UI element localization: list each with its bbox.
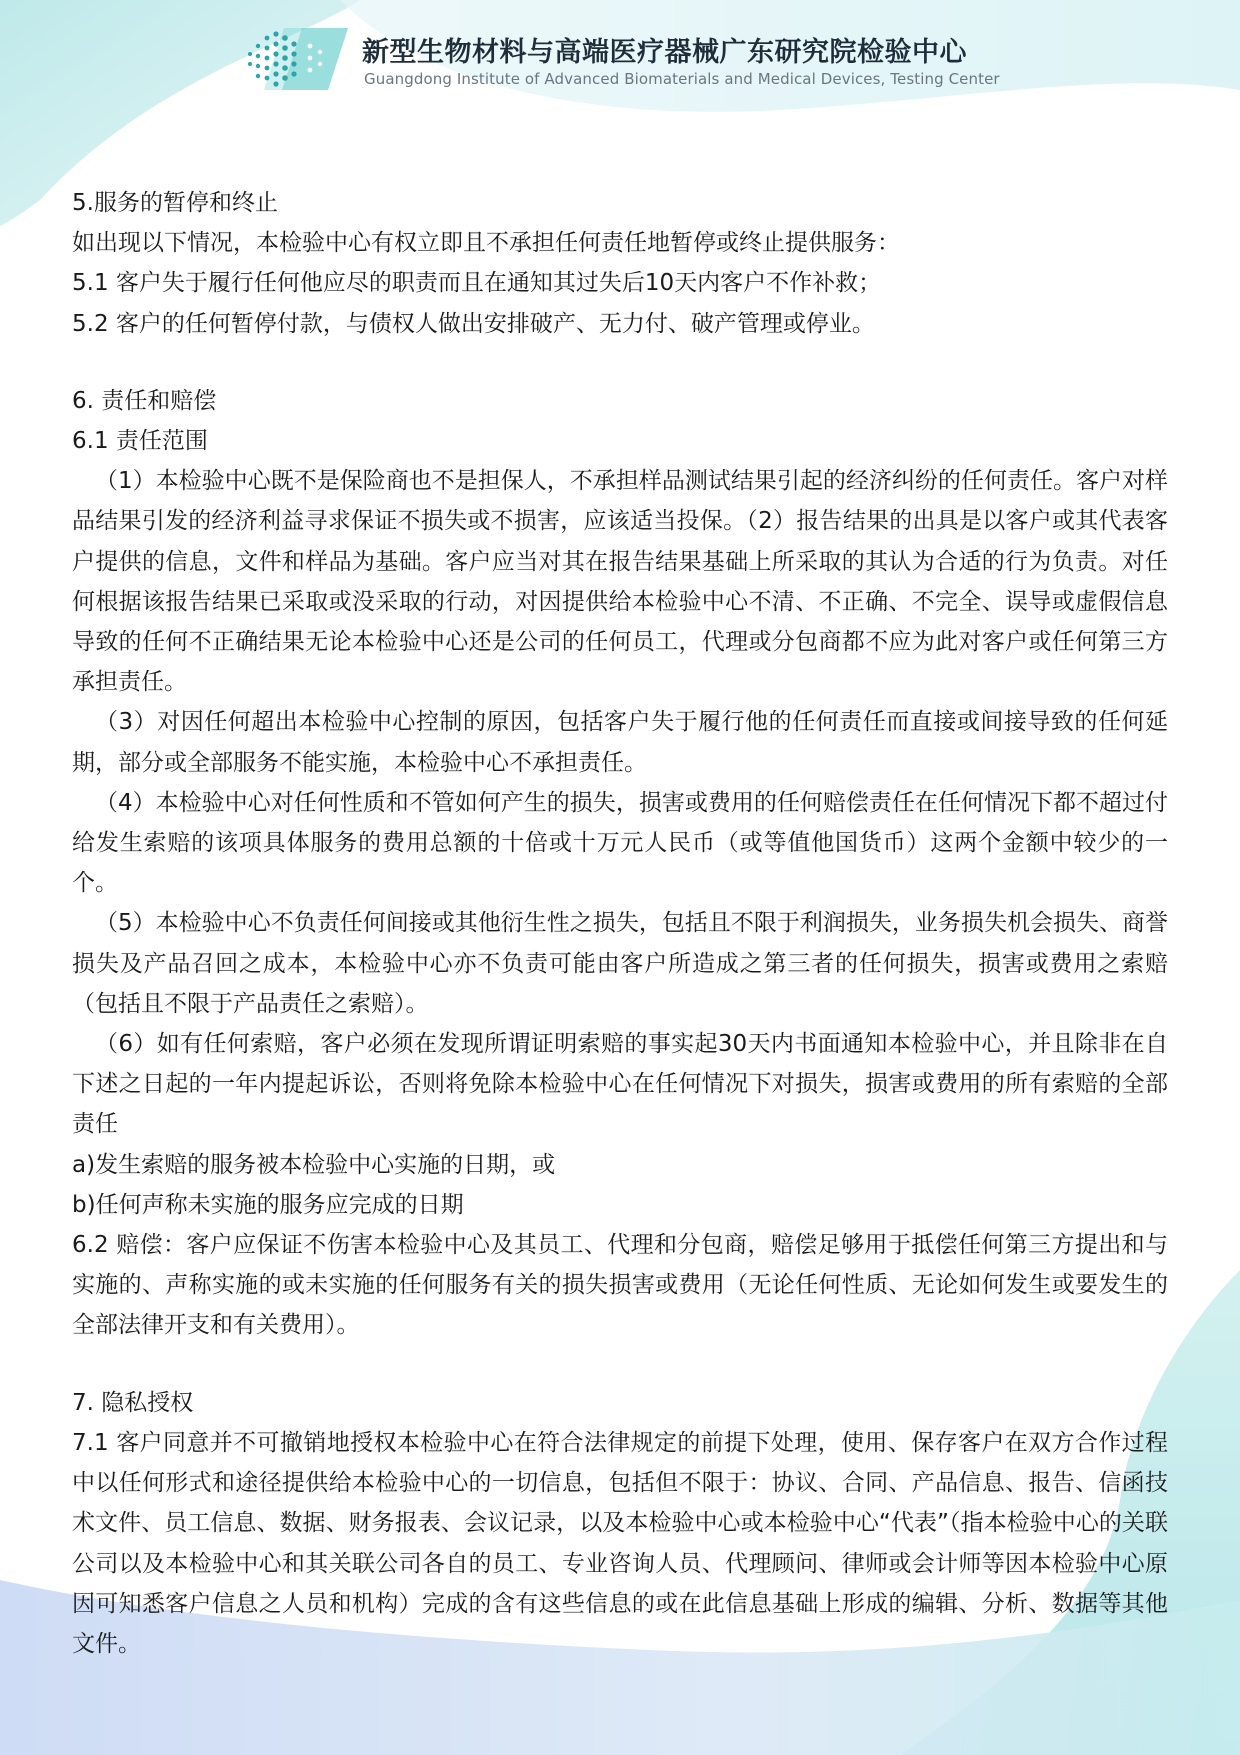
- page-header: [0, 0, 1240, 110]
- section-6-1-heading: 6.1 责任范围: [72, 428, 208, 455]
- section-7-1-paragraph: 7.1 客户同意并不可撤销地授权本检验中心在符合法律规定的前提下处理，使用、保存客户在双方合作过程中以任何形式和途径提供给本检验中心的一切信息，包括但不限于：协议、合同、产品信息、报告、信函技术文件、员工信息、数据、财务报表、会议记录，以及本检验中心或本检验中心“代表”（指本检验中心的关联公司以及本检验中心和其关联公司各自的员工、专业咨询人员、代理顾问、律师或会计师等因本检验中心原因可知悉客户信息之人员和机构）完成的含有这些信息的或在此信息基础上形成的编辑、分析、数据等其他文件。: [72, 1429, 1168, 1657]
- institute-title-en: Guangdong Institute of Advanced Biomaterials and Medical Devices, Testing Center: [364, 70, 1000, 88]
- section-6-1-paragraph-1-2: （1）本检验中心既不是保险商也不是担保人，不承担样品测试结果引起的经济纠纷的任何责任。客户对样品结果引发的经济利益寻求保证不损失或不损害，应该适当投保。（2）报告结果的出具是以客户或其代表客户提供的信息，文件和样品为基础。客户应当对其在报告结果基础上所采取的其认为合适的行为负责。对任何根据该报告结果已采取或没采取的行动，对因提供给本检验中心不清、不正确、不完全、误导或虚假信息导致的任何不正确结果无论本检验中心还是公司的任何员工，代理或分包商都不应为此对客户或任何第三方承担责任。: [72, 468, 1168, 696]
- section-5-heading: 5.服务的暂停和终止: [72, 190, 278, 216]
- section-5-intro: 如出现以下情况，本检验中心有权立即且不承担任何责任地暂停或终止提供服务：: [72, 230, 900, 257]
- section-6-1-paragraph-3: （3）对因任何超出本检验中心控制的原因，包括客户失于履行他的任何责任而直接或间接导致的任何延期，部分或全部服务不能实施，本检验中心不承担责任。: [72, 709, 1168, 776]
- section-6-1-paragraph-5: （5）本检验中心不负责任何间接或其他衍生性之损失，包括且不限于利润损失，业务损失机会损失、商誉损失及产品召回之成本，本检验中心亦不负责可能由客户所造成之第三者的任何损失，损害或费用之索赔（包括且不限于产品责任之索赔）。: [72, 910, 1168, 1017]
- section-6-2-paragraph: 6.2 赔偿：客户应保证不伤害本检验中心及其员工、代理和分包商，赔偿足够用于抵偿任何第三方提出和与实施的、声称实施的或未实施的任何服务有关的损失损害或费用（无论任何性质、无论如何发生或要发生的全部法律开支和有关费用）。: [72, 1232, 1168, 1339]
- section-6-1-paragraph-4: （4）本检验中心对任何性质和不管如何产生的损失，损害或费用的任何赔偿责任在任何情况下都不超过付给发生索赔的该项具体服务的费用总额的十倍或十万元人民币（或等值他国货币）这两个金额中较少的一个。: [72, 789, 1168, 897]
- institute-logo-icon: [244, 26, 354, 92]
- section-6-heading: 6. 责任和赔偿: [72, 387, 217, 414]
- section-6-1-item-a: a)发生索赔的服务被本检验中心实施的日期，或: [72, 1151, 556, 1178]
- section-6-1-item-b: b)任何声称未实施的服务应完成的日期: [72, 1191, 464, 1218]
- section-5-item-1: 5.1 客户失于履行任何他应尽的职责而且在通知其过失后10天内客户不作补救；: [72, 270, 882, 297]
- spacer: [72, 344, 1168, 381]
- section-6-1-paragraph-6: （6）如有任何索赔，客户必须在发现所谓证明索赔的事实起30天内书面通知本检验中心，并且除非在自下述之日起的一年内提起诉讼，否则将免除本检验中心在任何情况下对损失，损害或费用的所有索赔的全部责任: [72, 1031, 1168, 1138]
- spacer: [72, 1346, 1168, 1383]
- document-body: [72, 183, 1168, 1664]
- section-5-item-2: 5.2 客户的任何暂停付款，与债权人做出安排破产、无力付、破产管理或停业。: [72, 310, 875, 337]
- section-7-heading: 7. 隐私授权: [72, 1389, 194, 1416]
- institute-title-cn: 新型生物材料与高端医疗器械广东研究院检验中心: [362, 37, 967, 68]
